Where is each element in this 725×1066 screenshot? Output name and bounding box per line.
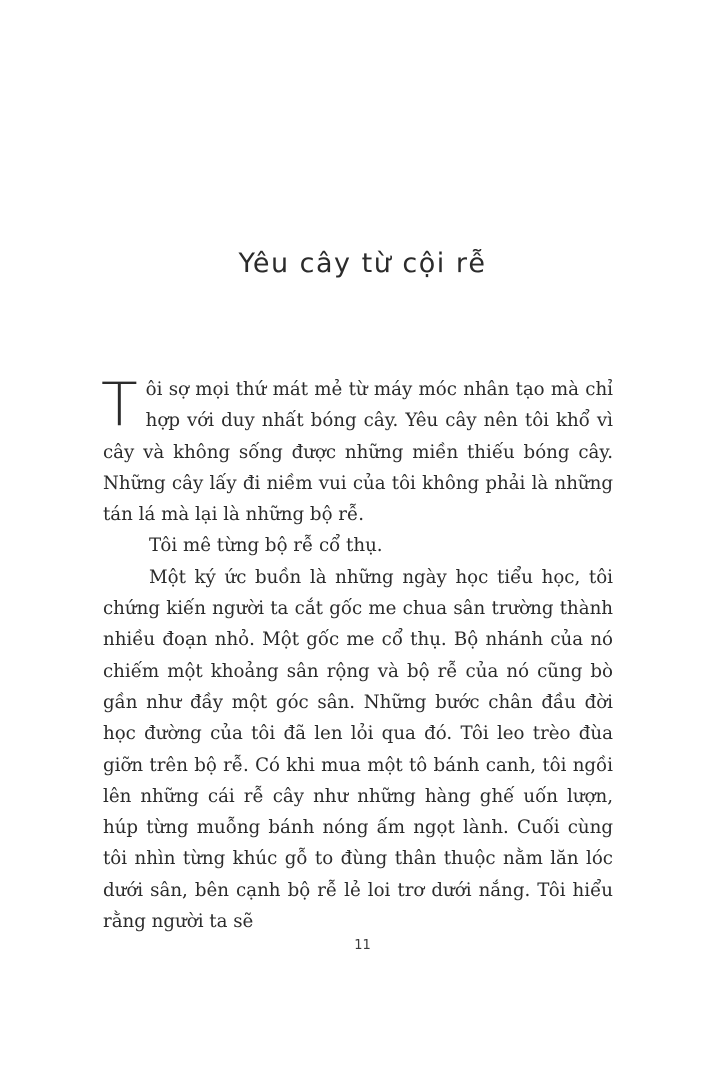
paragraph: Tôi mê từng bộ rễ cổ thụ. xyxy=(149,535,383,557)
chapter-title: Yêu cây từ cội rễ xyxy=(238,248,487,279)
opening-paragraph-text: ôi sợ mọi thứ mát mẻ từ máy móc nhân tạo mà chỉ hợp với duy nhất bóng cây. Yêu cây nên tôi khổ vì cây và không sống được những miền thiếu bóng cây. Những cây lấy đi niềm vui của tôi không phải là những tán lá mà lại là những bộ rễ. xyxy=(103,379,613,526)
chapter-body xyxy=(101,370,613,937)
paragraph: Một ký ức buồn là những ngày học tiểu học, tôi chứng kiến người ta cắt gốc me chua sân trường thành nhiều đoạn nhỏ. Một gốc me cổ thụ. Bộ nhánh của nó chiếm một khoảng sân rộng và bộ rễ của nó cũng bò gần như đầy một góc sân. Những bước chân đầu đời học đường của tôi đã len lỏi qua đó. Tôi leo trèo đùa giỡn trên bộ rễ. Có khi mua một tô bánh canh, tôi ngồi lên những cái rễ cây như những hàng ghế uốn lượn, húp từng muỗng bánh nóng ấm ngọt lành. Cuối cùng tôi nhìn từng khúc gỗ to đùng thân thuộc nằm lăn lóc dưới sân, bên cạnh bộ rễ lẻ loi trơ dưới nắng. Tôi hiểu rằng người ta sẽ xyxy=(103,566,613,933)
opening-paragraph xyxy=(101,370,613,530)
page-number: 11 xyxy=(354,938,371,953)
drop-cap: T xyxy=(101,370,138,440)
